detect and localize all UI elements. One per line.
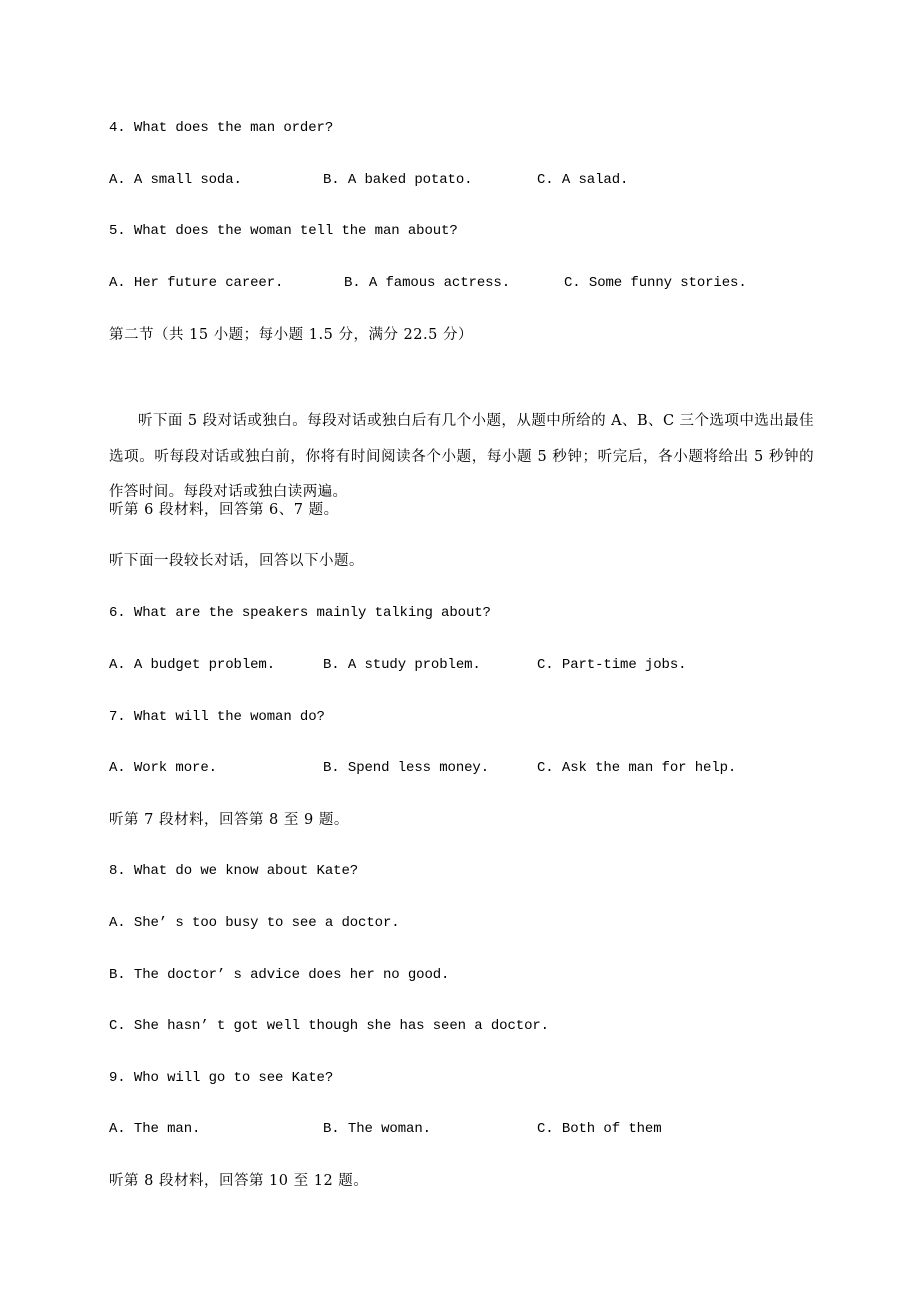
option-b: B. A study problem. (323, 657, 481, 673)
question-8-option-b: B. The doctor’ s advice does her no good. (109, 967, 450, 983)
material-8-heading: 听第 8 段材料，回答第 10 至 12 题。 (109, 1173, 369, 1189)
question-8: 8. What do we know about Kate? (109, 863, 359, 879)
option-a: A. The man. (109, 1121, 201, 1137)
option-a: A. A small soda. (109, 172, 242, 188)
material-7-heading: 听第 7 段材料，回答第 8 至 9 题。 (109, 812, 349, 828)
question-6: 6. What are the speakers mainly talking about? (109, 605, 491, 621)
question-9: 9. Who will go to see Kate? (109, 1070, 334, 1086)
material-6-subheading: 听下面一段较长对话，回答以下小题。 (109, 553, 364, 569)
option-a: A. Her future career. (109, 275, 284, 291)
section-instructions: 听下面 5 段对话或独白。每段对话或独白后有几个小题，从题中所给的 A、B、C 三个选项中选出最佳选项。听每段对话或独白前，你将有时间阅读各个小题，每小题 5 秒钟；听完后，各小题将给出 5 秒钟的作答时间。每段对话或独白读两遍。 (109, 413, 814, 500)
section-heading: 第二节（共 15 小题；每小题 1.5 分，满分 22.5 分） (109, 327, 473, 343)
option-c: C. A salad. (537, 172, 629, 188)
material-6-heading: 听第 6 段材料，回答第 6、7 题。 (109, 502, 339, 518)
question-5: 5. What does the woman tell the man about? (109, 223, 458, 239)
option-b: B. A baked potato. (323, 172, 473, 188)
option-c: C. Ask the man for help. (537, 760, 737, 776)
option-c: C. Some funny stories. (564, 275, 747, 291)
option-c: C. Part-time jobs. (537, 657, 687, 673)
option-c: C. Both of them (537, 1121, 662, 1137)
question-7: 7. What will the woman do? (109, 709, 325, 725)
question-4: 4. What does the man order? (109, 120, 334, 136)
question-8-option-a: A. She’ s too busy to see a doctor. (109, 915, 400, 931)
option-b: B. A famous actress. (344, 275, 511, 291)
option-a: A. A budget problem. (109, 657, 276, 673)
option-a: A. Work more. (109, 760, 217, 776)
option-b: B. Spend less money. (323, 760, 490, 776)
option-b: B. The woman. (323, 1121, 431, 1137)
question-8-option-c: C. She hasn’ t got well though she has seen a doctor. (109, 1018, 549, 1034)
